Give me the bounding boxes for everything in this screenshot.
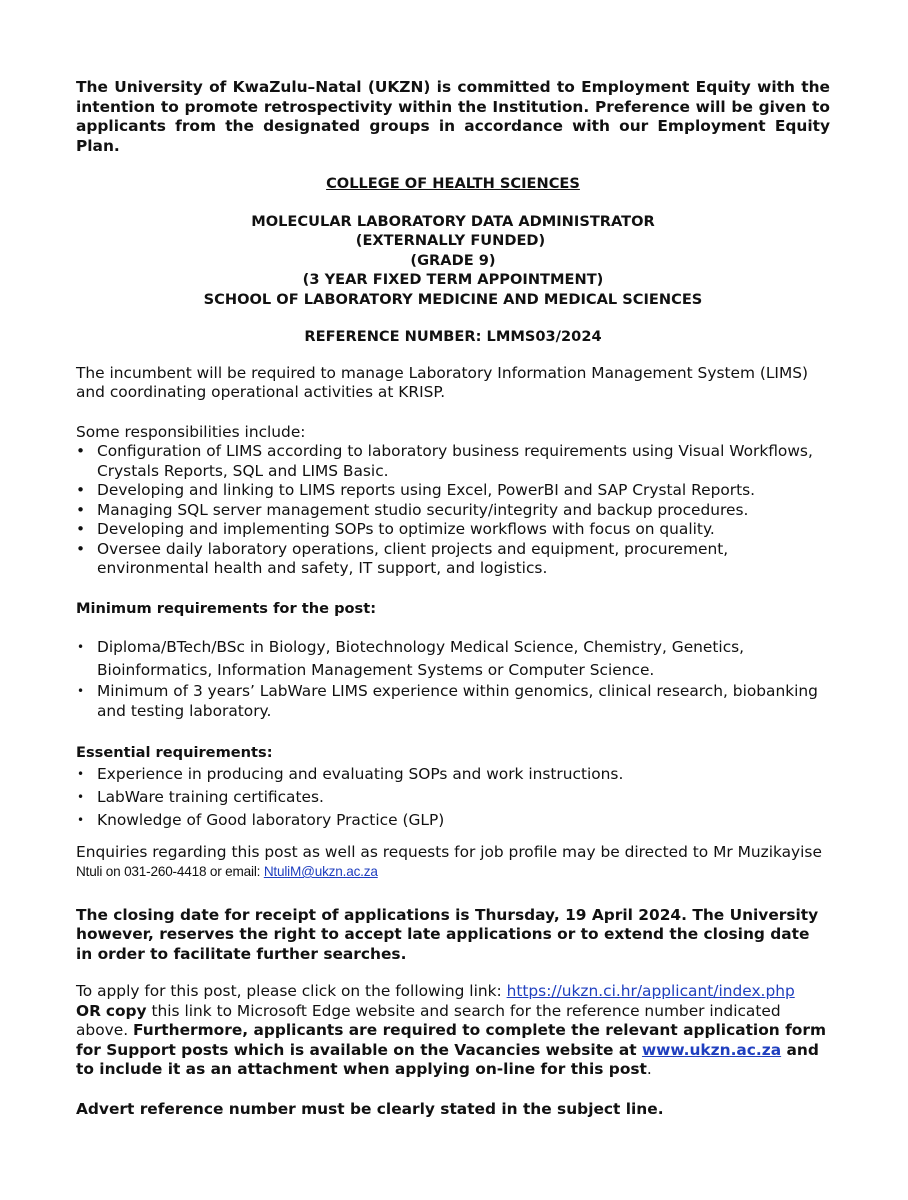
list-item: • Knowledge of Good laboratory Practice (GLP) <box>76 809 830 832</box>
responsibilities-list <box>76 442 830 579</box>
incumbent-description: The incumbent will be required to manage Laboratory Information Management System (LIMS) and coordinating operational activities at KRISP. <box>76 363 809 401</box>
list-item: • Diploma/BTech/BSc in Biology, Biotechnology Medical Science, Chemistry, Genetics, Bioinformatics, Information Management Systems or Computer Science. <box>76 636 830 682</box>
list-item: • LabWare training certificates. <box>76 786 830 809</box>
reference-number: REFERENCE NUMBER: LMMS03/2024 <box>304 328 602 345</box>
list-item: • Minimum of 3 years’ LabWare LIMS experience within genomics, clinical research, biobanking and testing laboratory. <box>76 682 830 721</box>
enquiries-contact <box>76 862 830 882</box>
website-link[interactable]: www.ukzn.ac.za <box>641 1040 782 1059</box>
contact-text: Ntuli on 031-260-4418 or email: <box>76 864 264 879</box>
list-item: • Configuration of LIMS according to laboratory business requirements using Visual Workflows, Crystals Reports, SQL and LIMS Basic. <box>76 442 830 481</box>
job-title: MOLECULAR LABORATORY DATA ADMINISTRATOR <box>251 212 655 230</box>
copy-text: copy <box>105 1001 147 1020</box>
minimum-list <box>76 636 830 721</box>
advert-reference-note: Advert reference number must be clearly stated in the subject line. <box>76 1099 664 1118</box>
apply-link[interactable]: https://ukzn.ci.hr/applicant/index.php <box>506 982 795 1000</box>
term-line: (3 YEAR FIXED TERM APPOINTMENT) <box>302 271 604 288</box>
list-item: • Oversee daily laboratory operations, client projects and equipment, procurement, environmental health and safety, IT support, and logistics. <box>76 540 830 579</box>
grade-line: (GRADE 9) <box>410 251 496 269</box>
enquiries-line: Enquiries regarding this post as well as requests for job profile may be directed to Mr Muzikayise <box>76 842 822 861</box>
school-line: SCHOOL OF LABORATORY MEDICINE AND MEDICAL SCIENCES <box>203 290 703 308</box>
apply-text: To apply for this post, please click on the following link: <box>76 982 507 1000</box>
funding-line: (EXTERNALLY FUNDED) <box>355 232 546 249</box>
equity-statement: The University of KwaZulu–Natal (UKZN) is committed to Employment Equity with the intention to promote retrospectivity within the Institution. Preference will be given to applicants from the designated groups in accordance with our Employment Equity Plan. <box>76 78 830 155</box>
email-link[interactable]: NtuliM@ukzn.ac.za <box>263 864 378 879</box>
or-text: OR <box>76 1001 101 1020</box>
form-text: Furthermore, applicants are required to complete the relevant application form for Support posts which is available on the Vacancies website at <box>76 1021 826 1059</box>
college-heading: COLLEGE OF HEALTH SCIENCES <box>326 175 580 192</box>
apply-instructions <box>76 982 830 1080</box>
attachment-text: and to include it as an attachment when applying on-line for this post <box>76 1040 819 1078</box>
period: . <box>646 1060 652 1078</box>
essential-heading: Essential requirements: <box>76 744 273 761</box>
list-item: • Experience in producing and evaluating SOPs and work instructions. <box>76 763 830 786</box>
list-item: • Developing and implementing SOPs to optimize workflows with focus on quality. <box>76 520 830 540</box>
enquiries-block <box>76 843 830 882</box>
job-title-block <box>76 212 830 310</box>
responsibilities-heading: Some responsibilities include: <box>76 422 306 441</box>
closing-date: The closing date for receipt of applications is Thursday, 19 April 2024. The University however, reserves the right to accept late applications or to extend the closing date in order to facilitate further searches. <box>76 905 819 963</box>
list-item: • Managing SQL server management studio security/integrity and backup procedures. <box>76 501 830 521</box>
apply-middle: this link to Microsoft Edge website and search for the reference number indicated above. <box>76 1001 781 1039</box>
essential-list <box>76 763 830 832</box>
minimum-heading: Minimum requirements for the post: <box>76 599 377 617</box>
list-item: • Developing and linking to LIMS reports using Excel, PowerBI and SAP Crystal Reports. <box>76 481 830 501</box>
